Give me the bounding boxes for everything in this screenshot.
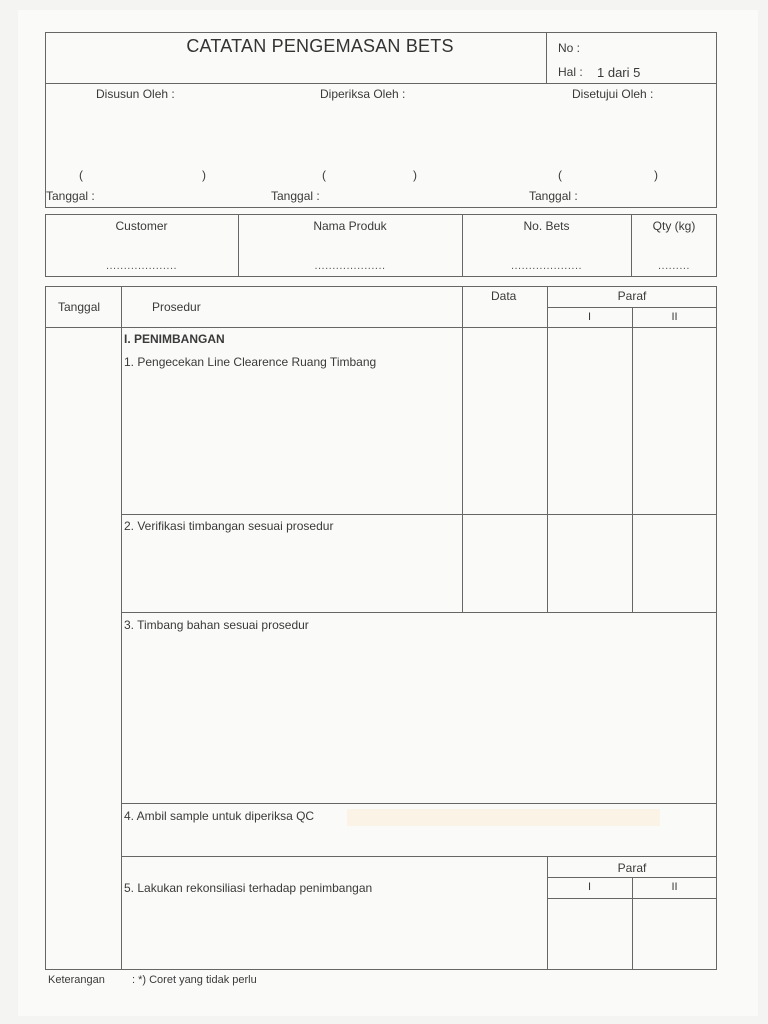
signature-close-paren-2: ) bbox=[413, 168, 417, 182]
document-title: CATATAN PENGEMASAN BETS bbox=[186, 36, 454, 56]
row-divider-1 bbox=[121, 514, 717, 515]
product-name-blank: .................... bbox=[314, 260, 386, 272]
approved-by-label: Disetujui Oleh : bbox=[572, 87, 654, 101]
step5-paraf-1: I bbox=[587, 881, 592, 893]
column-header-data: Data bbox=[491, 289, 517, 303]
paraf-column-divider bbox=[547, 286, 548, 612]
step-5: 5. Lakukan rekonsiliasi terhadap penimbangan bbox=[124, 881, 373, 895]
page-value: 1 dari 5 bbox=[597, 65, 641, 80]
page-label: Hal : bbox=[558, 65, 583, 79]
step-3: 3. Timbang bahan sesuai prosedur bbox=[124, 618, 309, 632]
paraf-split-divider bbox=[632, 307, 633, 612]
date-label-3: Tanggal : bbox=[529, 189, 578, 203]
highlight-mark bbox=[347, 809, 660, 826]
step5-paraf-2: II bbox=[671, 881, 678, 893]
signature-open-paren-3: ( bbox=[558, 168, 562, 182]
date-column-divider bbox=[121, 286, 122, 970]
row-divider-2 bbox=[121, 612, 717, 613]
signature-close-paren-1: ) bbox=[202, 168, 206, 182]
header-divider bbox=[45, 83, 717, 84]
column-header-paraf-1: I bbox=[587, 311, 592, 323]
column-header-procedure: Prosedur bbox=[152, 300, 201, 314]
data-column-divider bbox=[462, 286, 463, 612]
batch-number-blank: .................... bbox=[510, 260, 583, 272]
step-1: 1. Pengecekan Line Clearence Ruang Timbang bbox=[124, 355, 377, 369]
column-header-paraf-2: II bbox=[671, 311, 678, 323]
date-label-1: Tanggal : bbox=[46, 189, 95, 203]
date-label-2: Tanggal : bbox=[271, 189, 320, 203]
header-box bbox=[45, 32, 717, 208]
step-2: 2. Verifikasi timbangan sesuai prosedur bbox=[124, 519, 334, 533]
customer-label: Customer bbox=[115, 219, 168, 233]
step-4: 4. Ambil sample untuk diperiksa QC bbox=[124, 809, 315, 823]
product-name-label: Nama Produk bbox=[313, 219, 387, 233]
batch-number-label: No. Bets bbox=[523, 219, 570, 233]
header-number-divider bbox=[546, 32, 547, 83]
number-label: No : bbox=[558, 41, 581, 55]
signature-open-paren-1: ( bbox=[79, 168, 83, 182]
customer-blank: .................... bbox=[105, 260, 178, 272]
footer-label: Keterangan bbox=[48, 974, 105, 986]
quantity-blank: ......... bbox=[657, 260, 690, 272]
prepared-by-label: Disusun Oleh : bbox=[96, 87, 175, 101]
signature-open-paren-2: ( bbox=[322, 168, 326, 182]
column-header-paraf: Paraf bbox=[617, 289, 647, 303]
step5-paraf-header: Paraf bbox=[617, 861, 647, 875]
footer-note: : *) Coret yang tidak perlu bbox=[132, 974, 257, 986]
column-header-date: Tanggal bbox=[58, 300, 101, 314]
table-header-divider bbox=[45, 327, 717, 328]
checked-by-label: Diperiksa Oleh : bbox=[320, 87, 406, 101]
row-divider-3 bbox=[121, 803, 717, 804]
signature-close-paren-3: ) bbox=[654, 168, 658, 182]
quantity-label: Qty (kg) bbox=[652, 219, 696, 233]
section-title-weighing: I. PENIMBANGAN bbox=[124, 332, 225, 346]
row-divider-4 bbox=[121, 856, 717, 857]
